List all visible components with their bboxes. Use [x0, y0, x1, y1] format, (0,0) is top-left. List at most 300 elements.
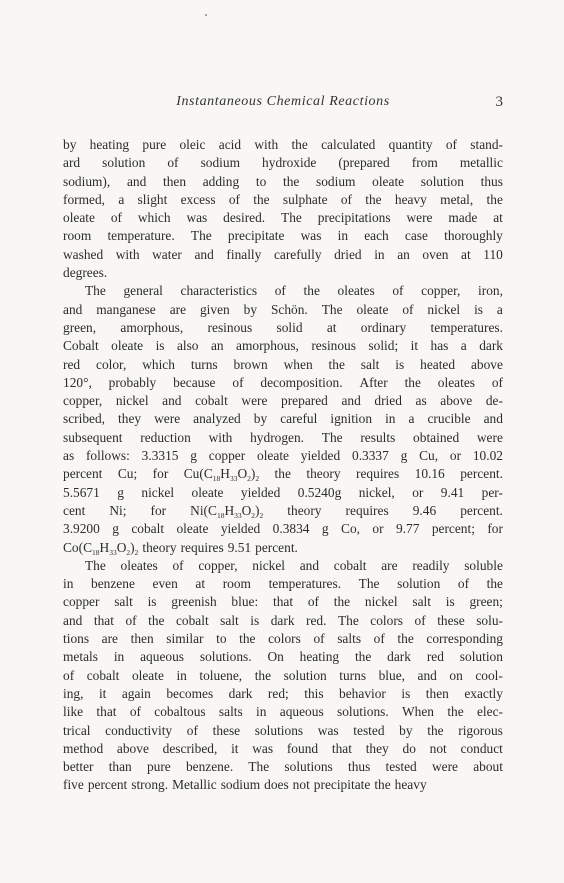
- word: 9.77: [395, 521, 420, 537]
- word: percent;: [431, 521, 475, 537]
- word: in: [374, 246, 385, 262]
- word: 10.02: [472, 448, 503, 464]
- word: for: [150, 502, 167, 518]
- word: with: [254, 137, 279, 152]
- word: amorphous,: [236, 338, 299, 354]
- word: nickel: [252, 557, 286, 573]
- word: reduction: [140, 429, 191, 445]
- word: 0.3337: [352, 448, 389, 464]
- word: because: [173, 374, 216, 390]
- word: salts: [218, 704, 243, 720]
- word: like: [63, 704, 84, 720]
- running-title: Instantaneous Chemical Reactions: [176, 94, 390, 109]
- text-line: [63, 465, 503, 483]
- word: trical: [63, 722, 91, 738]
- word: thoroughly: [444, 228, 503, 244]
- word: each: [364, 228, 389, 244]
- word: The: [321, 429, 343, 445]
- word: aqueous: [140, 649, 184, 665]
- word: pure: [146, 759, 171, 775]
- word: it: [410, 338, 419, 354]
- word: dark: [479, 338, 503, 354]
- word: also: [176, 338, 199, 354]
- word: percent: [87, 777, 128, 793]
- word: not: [429, 740, 447, 756]
- word: as: [415, 393, 427, 409]
- word: salt: [360, 356, 380, 372]
- word: the: [374, 777, 391, 793]
- word: is: [474, 301, 483, 317]
- word: the: [328, 356, 345, 372]
- word: they: [118, 411, 142, 427]
- text-line: [63, 356, 503, 374]
- word: dark: [387, 649, 411, 665]
- word: washed: [63, 246, 104, 262]
- word: sodium: [220, 777, 261, 793]
- text-line: [63, 630, 503, 648]
- word: the: [447, 704, 464, 720]
- word: of: [129, 704, 141, 720]
- text-line: [63, 557, 503, 575]
- word: turns: [190, 356, 218, 372]
- word: resinous: [311, 338, 356, 354]
- word: resinous: [207, 319, 253, 335]
- word: the: [397, 631, 414, 647]
- word: for: [487, 521, 503, 537]
- word: is: [155, 338, 165, 354]
- word: thus: [480, 173, 503, 189]
- word: oleate: [111, 338, 144, 354]
- text-line: [63, 502, 503, 520]
- word: solid;: [368, 338, 399, 354]
- word: adding: [202, 173, 240, 189]
- word: and: [341, 393, 361, 409]
- word: room: [222, 576, 251, 592]
- word: the: [404, 374, 421, 390]
- word: precipitate: [227, 228, 285, 244]
- text-line: [63, 776, 503, 794]
- word: of: [340, 191, 352, 207]
- word: g: [117, 484, 124, 500]
- word: case: [404, 228, 428, 244]
- word: desired.: [223, 210, 266, 226]
- word: is: [250, 612, 260, 628]
- word: heavy: [394, 191, 427, 207]
- word: solution: [397, 576, 441, 592]
- word: that: [331, 740, 352, 756]
- word: toluene,: [199, 667, 243, 683]
- text-line: [63, 648, 503, 666]
- word: are: [381, 557, 398, 573]
- word: of: [313, 631, 325, 647]
- word: the: [239, 631, 256, 647]
- text-line: [63, 539, 503, 557]
- word: found: [286, 740, 319, 756]
- speck-mark: [205, 14, 207, 16]
- word: yielded: [220, 521, 261, 537]
- word: than: [108, 759, 132, 775]
- word: even: [152, 576, 178, 592]
- word: does: [264, 777, 289, 793]
- word: or: [449, 448, 462, 464]
- word: 9.46: [412, 502, 437, 518]
- word: dried: [334, 246, 362, 262]
- word: oleate: [191, 484, 224, 500]
- word: nickel: [141, 484, 175, 500]
- word: at: [461, 246, 471, 262]
- word: are: [101, 631, 119, 647]
- word: copper,: [198, 557, 238, 573]
- word: solutions: [254, 722, 304, 738]
- text-line: [63, 173, 503, 191]
- word: ignition: [330, 411, 373, 427]
- text-line: [63, 374, 503, 392]
- word: cobalt: [86, 667, 120, 683]
- word: probably: [108, 374, 157, 390]
- word: was: [300, 228, 322, 244]
- text-line: [63, 722, 503, 740]
- word: to: [255, 173, 267, 189]
- page-number: 3: [495, 94, 503, 110]
- word: five: [63, 777, 84, 793]
- word: a: [118, 191, 125, 207]
- word: of: [373, 631, 385, 647]
- word: of: [402, 301, 414, 317]
- word: oleate: [372, 173, 405, 189]
- word: percent.: [460, 502, 503, 518]
- word: by: [399, 722, 413, 738]
- word: at: [326, 319, 337, 335]
- word: and: [63, 612, 83, 628]
- word: sodium),: [63, 173, 111, 189]
- word: that: [96, 704, 117, 720]
- word: results: [360, 429, 396, 445]
- word: the: [486, 576, 503, 592]
- word: 3.9200: [63, 521, 100, 537]
- word: greenish: [171, 594, 217, 610]
- text-line: [63, 429, 503, 447]
- word: was: [317, 722, 339, 738]
- word: solution: [420, 173, 464, 189]
- word: about: [473, 759, 503, 775]
- text-line: [63, 319, 503, 337]
- word: oleate: [131, 667, 164, 683]
- word: blue,: [378, 667, 405, 683]
- word: ard: [63, 155, 81, 171]
- word: the: [282, 173, 300, 189]
- word: g: [112, 521, 119, 537]
- word: follows:: [85, 448, 130, 464]
- word: these: [212, 722, 241, 738]
- word: solutions.: [199, 649, 252, 665]
- word: conductivity: [105, 722, 173, 738]
- word: 120°,: [63, 374, 92, 390]
- word: given: [199, 301, 230, 317]
- word: of: [125, 612, 137, 628]
- word: obtained: [413, 429, 460, 445]
- word: soluble: [464, 557, 503, 573]
- text-line: [63, 282, 503, 300]
- word: in: [63, 576, 74, 592]
- word: solid: [276, 319, 303, 335]
- text-line: [63, 264, 503, 282]
- word: and: [417, 667, 437, 683]
- word: in: [256, 704, 267, 720]
- word: the: [254, 667, 272, 683]
- body-text: [63, 136, 503, 795]
- word: cent: [63, 502, 86, 518]
- word: oleate: [176, 521, 209, 537]
- word: by: [63, 137, 77, 152]
- word: When: [402, 704, 434, 720]
- word: above: [116, 740, 149, 756]
- text-line: [63, 758, 503, 776]
- word: on: [449, 667, 463, 683]
- word: ordinary: [360, 319, 407, 335]
- word: method: [63, 740, 104, 756]
- word: oleic: [179, 137, 206, 152]
- word: and: [63, 301, 83, 317]
- word: readily: [412, 557, 450, 573]
- word: per-: [481, 484, 503, 500]
- word: characteristics: [180, 283, 258, 299]
- word: at: [493, 210, 503, 226]
- word: a: [460, 338, 467, 354]
- word: brown: [233, 356, 268, 372]
- word: calculated: [321, 137, 376, 152]
- word: red: [426, 649, 444, 665]
- word: g: [400, 448, 408, 464]
- word: the: [274, 466, 291, 482]
- word: and: [299, 557, 320, 573]
- word: colors: [268, 631, 301, 647]
- word: The: [281, 210, 302, 226]
- word: 5.5671: [63, 484, 100, 500]
- word: were: [476, 429, 503, 445]
- word: oleate: [63, 210, 95, 226]
- word: and: [194, 246, 214, 262]
- word: scribed,: [63, 411, 106, 427]
- word: or: [412, 484, 424, 500]
- word: water: [152, 246, 182, 262]
- word: amorphous,: [120, 319, 184, 335]
- word: turns: [339, 667, 367, 683]
- word: green;: [469, 594, 503, 610]
- text-line: [63, 593, 503, 611]
- word: precipitate: [313, 777, 371, 793]
- text-line: [63, 703, 503, 721]
- word: again: [121, 685, 151, 701]
- word: decomposition.: [260, 374, 343, 390]
- running-head: [63, 94, 503, 118]
- word: benzene: [91, 576, 135, 592]
- word: crucible: [427, 411, 471, 427]
- text-line: [63, 667, 503, 685]
- word: slight: [137, 191, 168, 207]
- word: theory: [287, 502, 322, 518]
- word: Co,: [341, 521, 360, 537]
- word: iron,: [478, 283, 503, 299]
- word: from: [411, 155, 438, 171]
- word: dark: [270, 612, 295, 628]
- word: then: [130, 631, 154, 647]
- word: percent.: [460, 466, 503, 482]
- word: theory: [142, 539, 177, 555]
- word: 0.3834: [272, 521, 310, 537]
- word: (prepared: [338, 155, 390, 171]
- word: of: [307, 594, 319, 610]
- word: thus: [347, 759, 371, 775]
- word: cobaltous: [154, 704, 206, 720]
- word: 10.16: [414, 466, 445, 482]
- word: cool-: [475, 667, 503, 683]
- word: dark: [228, 685, 253, 701]
- word: temperatures.: [430, 319, 503, 335]
- word: at: [195, 576, 206, 592]
- word: it: [98, 685, 107, 701]
- word: in: [176, 667, 187, 683]
- word: elec-: [476, 704, 503, 720]
- word: solutions.: [336, 704, 389, 720]
- word: analyzed: [193, 411, 241, 427]
- word: which: [142, 356, 175, 372]
- word: benzene.: [185, 759, 234, 775]
- text-line: [63, 740, 503, 758]
- word: Ni;: [109, 502, 127, 518]
- word: salts: [337, 631, 362, 647]
- word: a: [496, 301, 503, 317]
- word: of: [63, 667, 75, 683]
- word: nickel: [364, 594, 398, 610]
- text-line: [63, 301, 503, 319]
- word: and: [483, 411, 503, 427]
- word: general: [123, 283, 163, 299]
- word: in: [385, 411, 396, 427]
- word: of: [392, 283, 404, 299]
- word: Schön.: [270, 301, 308, 317]
- word: by: [253, 411, 268, 427]
- word: prepared: [281, 393, 328, 409]
- word: temperatures.: [268, 576, 342, 592]
- word: metal,: [440, 191, 474, 207]
- text-line: [63, 612, 503, 630]
- word: made: [448, 210, 478, 226]
- word: not: [292, 777, 310, 793]
- word: tions: [63, 631, 90, 647]
- word: hydroxide: [262, 155, 317, 171]
- word: solution: [459, 649, 503, 665]
- word: were: [406, 210, 433, 226]
- word: were: [241, 393, 268, 409]
- word: of: [232, 374, 244, 390]
- word: strong.: [131, 777, 169, 793]
- word: $Cu(C_{18}H_{33}O_2)_2$: [183, 466, 260, 484]
- text-line: [63, 447, 503, 465]
- word: acid: [218, 137, 242, 152]
- word: The: [85, 283, 106, 299]
- word: as: [63, 448, 75, 464]
- word: sulphate: [282, 191, 328, 207]
- word: the: [303, 283, 320, 299]
- word: they: [365, 740, 389, 756]
- word: nickel,: [358, 484, 395, 500]
- word: to: [216, 631, 227, 647]
- word: of: [491, 374, 503, 390]
- word: was: [252, 740, 274, 756]
- word: The: [190, 228, 212, 244]
- word: cobalt: [195, 393, 228, 409]
- word: Cobalt: [63, 338, 99, 354]
- word: The: [85, 557, 106, 573]
- word: when: [283, 356, 313, 372]
- word: color,: [96, 356, 127, 372]
- word: 9.51: [227, 539, 252, 555]
- word: better: [63, 759, 94, 775]
- text-line: [63, 337, 503, 355]
- word: cobalt: [175, 612, 209, 628]
- word: $Co(C_{18}H_{33}O_2)_2$: [63, 539, 139, 557]
- word: the: [365, 191, 382, 207]
- word: the: [486, 191, 503, 207]
- word: temperature.: [107, 228, 175, 244]
- text-line: [63, 154, 503, 172]
- word: an: [397, 246, 410, 262]
- word: dried: [374, 393, 402, 409]
- word: pure: [142, 137, 167, 152]
- word: ing,: [63, 685, 84, 701]
- word: heating: [89, 137, 130, 152]
- word: aqueous: [279, 704, 324, 720]
- word: in: [337, 228, 349, 244]
- word: copper: [208, 448, 246, 464]
- word: this: [304, 685, 324, 701]
- word: yielded: [300, 448, 341, 464]
- word: then: [162, 173, 187, 189]
- word: heating: [299, 649, 340, 665]
- word: a: [408, 411, 415, 427]
- word: 3.3315: [141, 448, 179, 464]
- word: was: [186, 210, 208, 226]
- word: On: [267, 649, 284, 665]
- word: tested: [385, 759, 417, 775]
- word: these: [437, 612, 465, 628]
- word: of: [445, 137, 457, 152]
- word: requires: [345, 502, 389, 518]
- word: of: [172, 557, 184, 573]
- word: which: [137, 210, 171, 226]
- word: that: [272, 594, 294, 610]
- word: careful: [280, 411, 318, 427]
- word: hydrogen.: [250, 429, 305, 445]
- word: the: [148, 612, 165, 628]
- word: theory: [306, 466, 341, 482]
- word: of: [274, 283, 286, 299]
- word: similar: [166, 631, 204, 647]
- text-line: [63, 392, 503, 410]
- word: of: [414, 612, 426, 628]
- word: is: [445, 594, 455, 610]
- word: cobalt: [131, 521, 165, 537]
- word: metals: [63, 649, 98, 665]
- word: oleate: [356, 301, 389, 317]
- word: green,: [63, 319, 97, 335]
- word: quantity: [388, 137, 433, 152]
- word: solution: [283, 667, 327, 683]
- word: The: [321, 301, 343, 317]
- word: cobalt: [333, 557, 367, 573]
- word: oleate: [257, 448, 289, 464]
- word: requires: [180, 539, 224, 555]
